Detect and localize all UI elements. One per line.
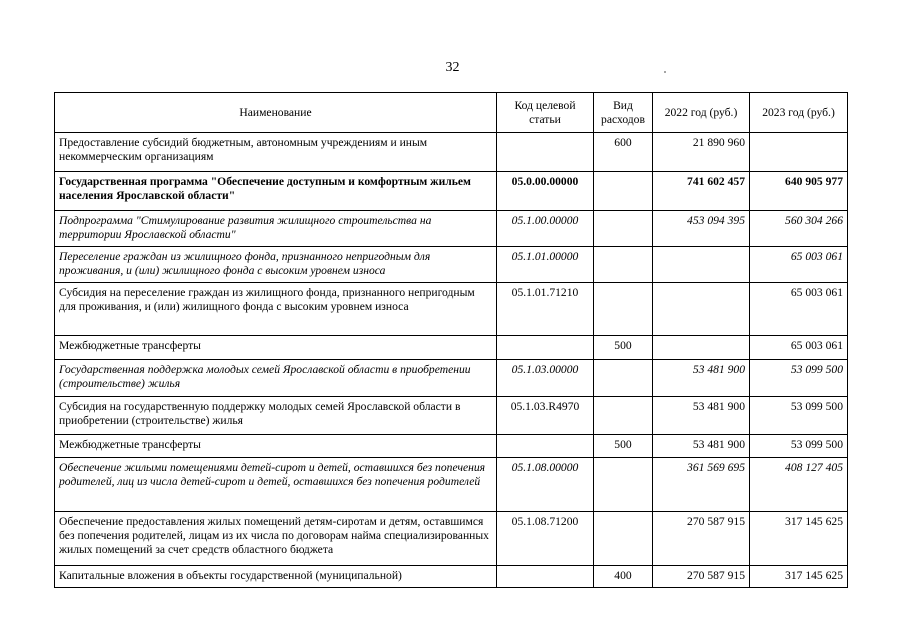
row-type xyxy=(594,247,653,283)
table-row xyxy=(55,512,848,566)
row-type: 400 xyxy=(594,566,653,588)
row-code: 05.1.03.R4970 xyxy=(497,397,594,435)
header-row xyxy=(55,93,848,133)
row-type xyxy=(594,512,653,566)
row-2023: 53 099 500 xyxy=(750,360,848,397)
row-2023: 408 127 405 xyxy=(750,458,848,512)
row-type xyxy=(594,172,653,211)
header-2023: 2023 год (руб.) xyxy=(750,93,848,133)
row-2022: 453 094 395 xyxy=(653,211,750,247)
row-type xyxy=(594,458,653,512)
scan-speck xyxy=(664,71,666,73)
table-row xyxy=(55,133,848,172)
row-2023: 640 905 977 xyxy=(750,172,848,211)
row-name: Обеспечение предоставления жилых помещений детям-сиротам и детям, оставшимся без попечения родителей, лицам из их числа по договорам найма специализированных жилых помещений за счет средств областного бюджета xyxy=(55,512,497,566)
row-name: Обеспечение жилыми помещениями детей-сирот и детей, оставшихся без попечения родителей, лиц из числа детей-сирот и детей, оставшихся без попечения родителей xyxy=(55,458,497,512)
row-2022: 270 587 915 xyxy=(653,512,750,566)
row-2023: 317 145 625 xyxy=(750,512,848,566)
row-name: Государственная программа "Обеспечение доступным и комфортным жильем населения Ярославской области" xyxy=(55,172,497,211)
row-type xyxy=(594,360,653,397)
row-code: 05.1.08.00000 xyxy=(497,458,594,512)
row-name: Государственная поддержка молодых семей Ярославской области в приобретении (строительстве) жилья xyxy=(55,360,497,397)
row-name: Межбюджетные трансферты xyxy=(55,336,497,360)
header-name: Наименование xyxy=(55,93,497,133)
table-row xyxy=(55,435,848,458)
row-2022 xyxy=(653,283,750,336)
row-type xyxy=(594,397,653,435)
table-row xyxy=(55,336,848,360)
table-row xyxy=(55,172,848,211)
row-type: 600 xyxy=(594,133,653,172)
row-type: 500 xyxy=(594,435,653,458)
header-2022: 2022 год (руб.) xyxy=(653,93,750,133)
row-name: Субсидия на государственную поддержку молодых семей Ярославской области в приобретении (строительстве) жилья xyxy=(55,397,497,435)
row-2022: 21 890 960 xyxy=(653,133,750,172)
row-2022: 53 481 900 xyxy=(653,435,750,458)
table-row xyxy=(55,211,848,247)
row-name: Межбюджетные трансферты xyxy=(55,435,497,458)
table-row xyxy=(55,397,848,435)
row-2023: 317 145 625 xyxy=(750,566,848,588)
row-code: 05.1.03.00000 xyxy=(497,360,594,397)
row-type: 500 xyxy=(594,336,653,360)
header-type: Вид расходов xyxy=(594,93,653,133)
row-2023: 560 304 266 xyxy=(750,211,848,247)
row-name: Переселение граждан из жилищного фонда, признанного непригодным для проживания, и (или) жилищного фонда с высоким уровнем износа xyxy=(55,247,497,283)
row-2022: 53 481 900 xyxy=(653,397,750,435)
row-2023: 53 099 500 xyxy=(750,435,848,458)
table-row xyxy=(55,566,848,588)
table-row xyxy=(55,360,848,397)
row-code xyxy=(497,435,594,458)
row-code xyxy=(497,133,594,172)
row-code: 05.1.01.71210 xyxy=(497,283,594,336)
row-code: 05.1.00.00000 xyxy=(497,211,594,247)
row-name: Подпрограмма "Стимулирование развития жилищного строительства на территории Ярославской области" xyxy=(55,211,497,247)
row-2022: 741 602 457 xyxy=(653,172,750,211)
row-type xyxy=(594,211,653,247)
row-2023: 65 003 061 xyxy=(750,247,848,283)
row-name: Предоставление субсидий бюджетным, автономным учреждениям и иным некоммерческим организациям xyxy=(55,133,497,172)
table-row xyxy=(55,247,848,283)
page-number: 32 xyxy=(445,60,460,75)
row-2023: 65 003 061 xyxy=(750,336,848,360)
row-2022 xyxy=(653,247,750,283)
row-2022: 53 481 900 xyxy=(653,360,750,397)
table-row xyxy=(55,283,848,336)
row-code xyxy=(497,336,594,360)
row-type xyxy=(594,283,653,336)
row-code: 05.1.08.71200 xyxy=(497,512,594,566)
row-2022: 270 587 915 xyxy=(653,566,750,588)
row-name: Капитальные вложения в объекты государственной (муниципальной) xyxy=(55,566,497,588)
budget-table xyxy=(54,92,848,588)
row-code xyxy=(497,566,594,588)
header-code: Код целевой статьи xyxy=(497,93,594,133)
row-2022 xyxy=(653,336,750,360)
row-name: Субсидия на переселение граждан из жилищного фонда, признанного непригодным для проживания, и (или) жилищного фонда с высоким уровнем износа xyxy=(55,283,497,336)
table-row xyxy=(55,458,848,512)
row-2023: 53 099 500 xyxy=(750,397,848,435)
row-2023 xyxy=(750,133,848,172)
row-code: 05.0.00.00000 xyxy=(497,172,594,211)
row-code: 05.1.01.00000 xyxy=(497,247,594,283)
row-2022: 361 569 695 xyxy=(653,458,750,512)
row-2023: 65 003 061 xyxy=(750,283,848,336)
